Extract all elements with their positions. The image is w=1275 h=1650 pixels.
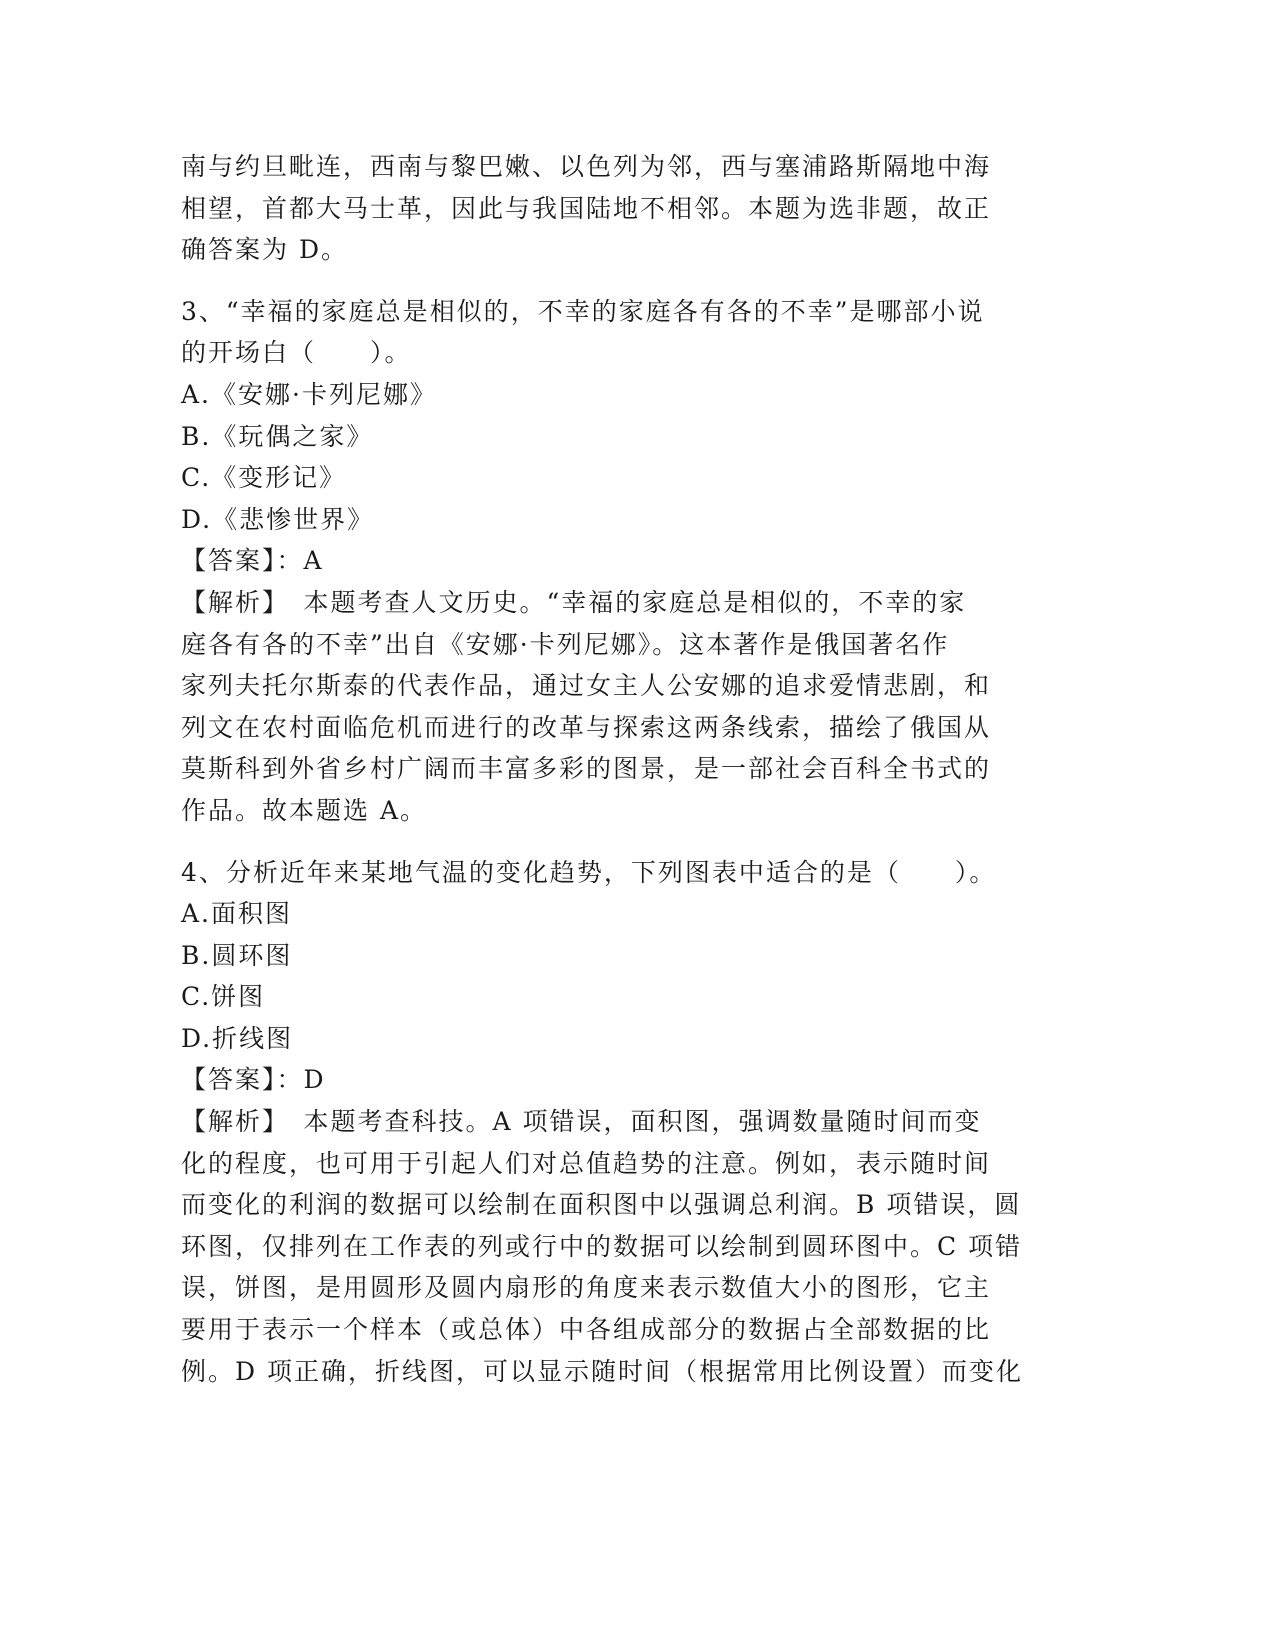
analysis-line: 家列夫托尔斯泰的代表作品，通过女主人公安娜的追求爱情悲剧，和 [181,671,992,701]
analysis-line: 确答案为 D。 [181,235,348,265]
question-text: 4、分析近年来某地气温的变化趋势，下列图表中适合的是（ ）。 [181,857,997,887]
analysis-line: 例。D 项正确，折线图，可以显示随时间（根据常用比例设置）而变化 [181,1356,1023,1386]
option-a: A.《安娜·卡列尼娜》 [181,379,437,409]
analysis-line: 要用于表示一个样本（或总体）中各组成部分的数据占全部数据的比 [181,1315,992,1345]
question-4 [181,852,1041,1393]
analysis-line: 南与约旦毗连，西南与黎巴嫩、以色列为邻，西与塞浦路斯隔地中海 [181,152,992,181]
analysis-line: 误，饼图，是用圆形及圆内扇形的角度来表示数值大小的图形，它主 [181,1273,992,1303]
question-text: 的开场白（ ）。 [181,338,412,368]
answer-line: 【答案】：A [181,546,324,576]
analysis-line: 庭各有各的不幸”出自《安娜·卡列尼娜》。这本著作是俄国著名作 [181,629,950,659]
question-text: 3、“幸福的家庭总是相似的，不幸的家庭各有各的不幸”是哪部小说 [181,296,985,326]
analysis-line: 【解析】 本题考查人文历史。“幸福的家庭总是相似的，不幸的家 [181,587,967,617]
analysis-line: 作品。故本题选 A。 [181,795,428,825]
analysis-line: 莫斯科到外省乡村广阔而丰富多彩的图景，是一部社会百科全书式的 [181,754,992,784]
option-a: A.面积图 [181,899,293,929]
option-d: D.《悲惨世界》 [181,504,375,534]
analysis-line: 化的程度，也可用于引起人们对总值趋势的注意。例如，表示随时间 [181,1148,992,1178]
analysis-line: 环图，仅排列在工作表的列或行中的数据可以绘制到圆环图中。C 项错 [181,1231,1023,1261]
question-3 [181,291,1041,832]
previous-analysis-continuation [181,146,1041,271]
document-page [181,146,1041,1392]
option-d: D.折线图 [181,1023,294,1053]
option-c: C.饼图 [181,982,266,1012]
analysis-line: 而变化的利润的数据可以绘制在面积图中以强调总利润。B 项错误，圆 [181,1190,1022,1220]
analysis-line: 相望，首都大马士革，因此与我国陆地不相邻。本题为选非题，故正 [181,193,992,223]
option-b: B.《玩偶之家》 [181,421,374,451]
analysis-line: 列文在农村面临危机而进行的改革与探索这两条线索，描绘了俄国从 [181,712,992,742]
answer-line: 【答案】：D [181,1065,326,1095]
option-c: C.《变形记》 [181,463,347,493]
analysis-line: 【解析】 本题考查科技。A 项错误，面积图，强调数量随时间而变 [181,1107,982,1137]
option-b: B.圆环图 [181,940,293,970]
